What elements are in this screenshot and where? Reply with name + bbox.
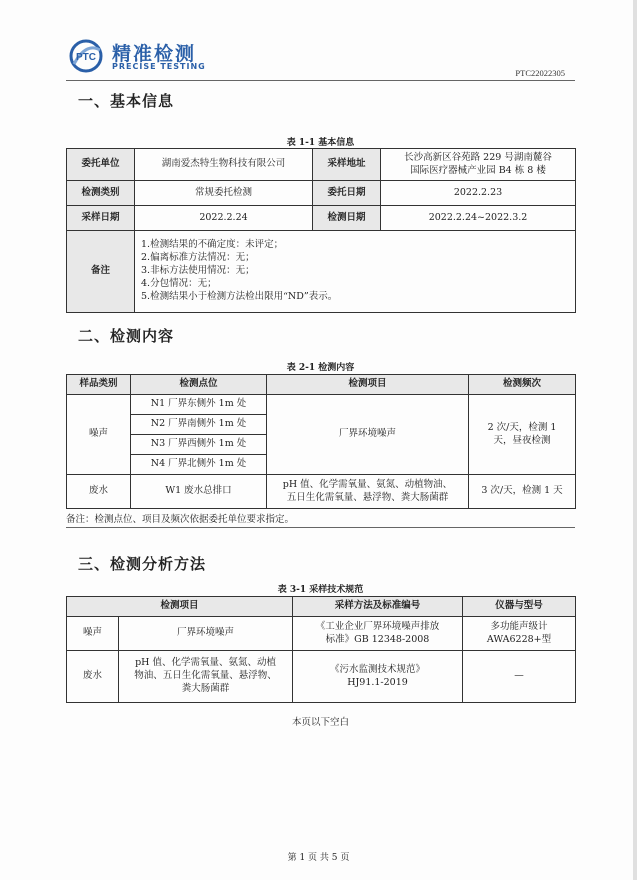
header-point: 检测点位 xyxy=(131,375,267,395)
site-label: 采样地址 xyxy=(313,149,381,181)
noise-frequency xyxy=(469,395,576,475)
sample-date-label: 采样日期 xyxy=(67,206,135,231)
water-item xyxy=(119,651,293,703)
noise-point: N4 厂界北侧外 1m 处 xyxy=(131,455,267,475)
note-item: 1.检测结果的不确定度：未评定； xyxy=(141,239,284,251)
noise-point: N1 厂界东侧外 1m 处 xyxy=(131,395,267,415)
sampling-method-table xyxy=(66,596,576,703)
logo-english-name: PRECISE TESTING xyxy=(112,62,206,71)
water-point: W1 废水总排口 xyxy=(131,475,267,509)
noise-method-line-2: 标准》GB 12348-2008 xyxy=(325,633,430,645)
water-method-line-2: HJ91.1-2019 xyxy=(347,676,408,688)
water-category: 废水 xyxy=(67,651,119,703)
table-2-caption: 表 2-1 检测内容 xyxy=(286,363,355,373)
water-method xyxy=(293,651,463,703)
blank-page-note: 本页以下空白 xyxy=(291,717,349,728)
noise-method xyxy=(293,617,463,651)
noise-point: N2 厂界南侧外 1m 处 xyxy=(131,415,267,435)
client-label: 委托单位 xyxy=(67,149,135,181)
header-item: 检测项目 xyxy=(267,375,469,395)
noise-category: 噪声 xyxy=(67,395,131,475)
document-number: PTC22022305 xyxy=(515,68,565,78)
water-item-line-2: 五日生化需氧量、悬浮物、粪大肠菌群 xyxy=(286,491,449,503)
noise-point: N3 厂界西侧外 1m 处 xyxy=(131,435,267,455)
type-label: 检测类别 xyxy=(67,181,135,206)
noise-instrument-line-1: 多功能声级计 xyxy=(490,620,548,632)
note-item: 4.分包情况：无； xyxy=(141,277,217,289)
test-content-table xyxy=(66,374,576,509)
noise-item: 厂界环境噪声 xyxy=(119,617,293,651)
section-2-title: 二、检测内容 xyxy=(78,327,175,345)
noise-method-line-1: 《工业企业厂界环境噪声排放 xyxy=(315,620,440,632)
table-3-caption: 表 3-1 采样技术规范 xyxy=(277,585,364,595)
ptc-logo-icon xyxy=(66,38,106,74)
water-item-line-3: 粪大肠菌群 xyxy=(181,682,230,694)
header-category: 样品类别 xyxy=(67,375,131,395)
test-date-label: 检测日期 xyxy=(313,206,381,231)
note-item: 2.偏离标准方法情况：无； xyxy=(141,252,255,264)
water-method-line-1: 《污水监测技术规范》 xyxy=(330,663,426,675)
section-1-title: 一、基本信息 xyxy=(78,92,175,110)
water-instrument: — xyxy=(463,651,576,703)
header-method: 采样方法及标准编号 xyxy=(293,597,463,617)
site-line-1: 长沙高新区谷苑路 229 号湖南麓谷 xyxy=(404,151,552,163)
noise-frequency-line-1: 2 次/天，检测 1 xyxy=(487,421,557,433)
logo-mark-text: PTC xyxy=(76,52,96,63)
basic-info-table xyxy=(66,148,576,313)
table-2-footnote: 备注：检测点位、项目及频次依据委托单位要求指定。 xyxy=(66,514,295,525)
entrust-date-label: 委托日期 xyxy=(313,181,381,206)
client-value: 湖南爱杰特生物科技有限公司 xyxy=(135,149,313,181)
page-number: 第 1 页 共 5 页 xyxy=(287,853,350,863)
water-category: 废水 xyxy=(67,475,131,509)
note-item: 3.非标方法使用情况：无； xyxy=(141,265,255,277)
noise-instrument-line-2: AWA6228+型 xyxy=(486,633,552,645)
test-date-value: 2022.2.24~2022.3.2 xyxy=(381,206,576,231)
water-item xyxy=(267,475,469,509)
page-edge-shadow xyxy=(633,0,637,880)
noise-item: 厂界环境噪声 xyxy=(267,395,469,475)
logo-chinese-name: 精准检测 xyxy=(112,43,197,65)
water-item-line-1: pH 值、化学需氧量、氨氮、动植 xyxy=(135,657,276,669)
type-value: 常规委托检测 xyxy=(135,181,313,206)
sample-date-value: 2022.2.24 xyxy=(135,206,313,231)
table-1-caption: 表 1-1 基本信息 xyxy=(286,138,355,148)
notes-content xyxy=(135,231,576,313)
noise-category: 噪声 xyxy=(67,617,119,651)
noise-frequency-line-2: 天，昼夜检测 xyxy=(493,434,551,446)
section-3-title: 三、检测分析方法 xyxy=(78,555,207,573)
company-logo xyxy=(66,38,226,74)
header-test-item: 检测项目 xyxy=(67,597,293,617)
notes-label: 备注 xyxy=(67,231,135,313)
entrust-date-value: 2022.2.23 xyxy=(381,181,576,206)
water-item-line-2: 物油、五日生化需氧量、悬浮物、 xyxy=(134,670,277,682)
note-item: 5.检测结果小于检测方法检出限用“ND”表示。 xyxy=(141,290,338,302)
water-item-line-1: pH 值、化学需氧量、氨氮、动植物油、 xyxy=(282,478,453,490)
header-frequency: 检测频次 xyxy=(469,375,576,395)
header-instrument: 仪器与型号 xyxy=(463,597,576,617)
site-line-2: 国际医疗器械产业园 B4 栋 8 楼 xyxy=(410,164,546,176)
water-frequency: 3 次/天，检测 1 天 xyxy=(469,475,576,509)
noise-instrument xyxy=(463,617,576,651)
site-value xyxy=(381,149,576,181)
header-divider xyxy=(66,80,575,81)
footnote-divider xyxy=(66,527,575,528)
